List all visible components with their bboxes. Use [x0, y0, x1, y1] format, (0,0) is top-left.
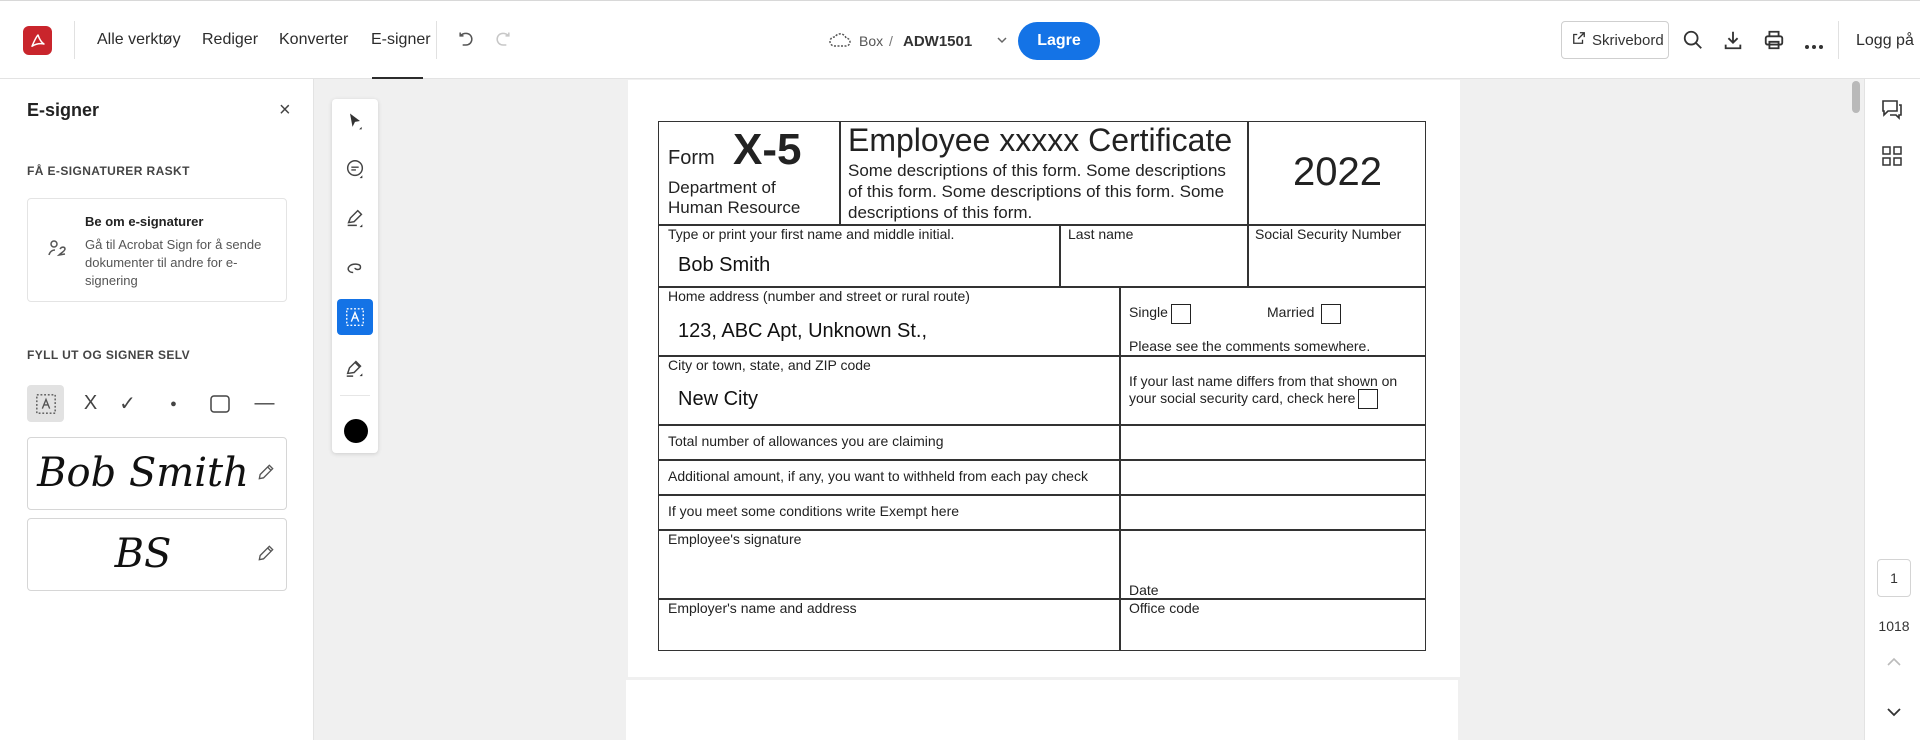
department-line2: Human Resource	[668, 198, 801, 217]
form-divider	[659, 494, 1425, 496]
open-desktop-label: Skrivebord	[1592, 31, 1664, 49]
request-title: Be om e-signaturer	[85, 214, 204, 229]
breadcrumb-separator: /	[889, 33, 893, 49]
pencil-icon[interactable]	[256, 462, 276, 487]
form-description-line3: descriptions of this form.	[848, 203, 1033, 222]
color-picker-swatch[interactable]	[344, 419, 368, 443]
form-divider	[1247, 122, 1249, 224]
city-field[interactable]: New City	[678, 388, 759, 410]
form-word: Form	[668, 147, 715, 169]
scrollbar-thumb[interactable]	[1852, 81, 1860, 113]
acrobat-logo-icon[interactable]	[23, 26, 52, 55]
form-divider	[1247, 224, 1249, 286]
section-label-fast: FÅ E-SIGNATURER RASKT	[27, 164, 190, 178]
menu-edit[interactable]: Rediger	[202, 31, 259, 48]
initials-card[interactable]	[27, 518, 287, 591]
additional-amount-label: Additional amount, if any, you want to withheld from each pay check	[668, 468, 1088, 484]
menu-convert[interactable]: Konverter	[279, 31, 349, 48]
single-checkbox[interactable]	[1171, 304, 1191, 324]
undo-icon[interactable]	[455, 30, 477, 55]
date-label: Date	[1129, 582, 1159, 598]
married-label: Married	[1267, 304, 1315, 320]
right-rail	[1864, 79, 1920, 740]
pencil-icon[interactable]	[256, 543, 276, 568]
freehand-draw-icon[interactable]	[337, 249, 373, 285]
save-button[interactable]: Lagre	[1018, 22, 1100, 60]
signature-text: Bob Smith	[37, 450, 249, 496]
top-toolbar	[0, 0, 1920, 79]
breadcrumb-location[interactable]: Box	[859, 33, 884, 49]
employee-signature-label: Employee's signature	[668, 531, 802, 547]
employer-label: Employer's name and address	[668, 600, 857, 616]
ssn-label: Social Security Number	[1255, 226, 1402, 242]
page-total: 1018	[1878, 618, 1910, 634]
chevron-down-icon[interactable]	[1886, 705, 1902, 723]
request-esignatures-card[interactable]	[27, 198, 287, 302]
menu-all-tools[interactable]: Alle verktøy	[97, 31, 181, 48]
highlighter-icon[interactable]	[337, 200, 373, 236]
divider	[1838, 21, 1839, 59]
initials-text: BS	[114, 531, 172, 577]
department-line1: Department of	[668, 178, 776, 197]
panel-title: E-signer	[27, 100, 100, 120]
form-description-line1: Some descriptions of this form. Some descriptions	[848, 161, 1226, 180]
request-signature-icon	[46, 237, 70, 266]
form-title: Employee xxxxx Certificate	[848, 122, 1233, 158]
divider	[74, 21, 75, 59]
married-checkbox[interactable]	[1321, 304, 1341, 324]
home-address-field[interactable]: 123, ABC Apt, Unknown St.,	[678, 320, 928, 342]
last-name-diff-line1: If your last name differs from that shown on	[1129, 373, 1398, 389]
first-name-label: Type or print your first name and middle initial.	[668, 226, 955, 242]
single-label: Single	[1129, 304, 1168, 320]
form-x5	[658, 121, 1426, 651]
open-desktop-button[interactable]	[1561, 21, 1669, 59]
search-icon[interactable]	[1682, 29, 1704, 56]
file-name[interactable]: ADW1501	[903, 33, 973, 50]
signature-card[interactable]	[27, 437, 287, 510]
toolstrip-divider	[340, 395, 370, 396]
checkmark-tool[interactable]: ✓	[119, 393, 136, 415]
dot-tool[interactable]: ●	[170, 397, 177, 410]
form-divider	[1059, 224, 1061, 286]
external-link-icon	[1572, 31, 1586, 49]
comments-panel-icon[interactable]	[1880, 97, 1904, 126]
rectangle-tool[interactable]	[201, 385, 238, 422]
annotation-toolstrip	[332, 99, 378, 453]
form-id: X-5	[733, 125, 802, 174]
chevron-down-icon[interactable]	[996, 33, 1008, 51]
exempt-label: If you meet some conditions write Exempt here	[668, 503, 960, 519]
form-divider	[1119, 286, 1121, 650]
add-text-icon[interactable]	[337, 299, 373, 335]
close-icon[interactable]: ×	[279, 99, 291, 121]
document-page-next	[626, 680, 1458, 740]
request-description: Gå til Acrobat Sign for å sende dokumenter til andre for e-signering	[85, 237, 262, 288]
form-divider	[659, 459, 1425, 461]
select-cursor-icon[interactable]	[337, 103, 373, 139]
city-label: City or town, state, and ZIP code	[668, 357, 871, 373]
download-icon[interactable]	[1722, 29, 1744, 56]
form-divider	[839, 122, 841, 224]
divider	[436, 21, 437, 59]
more-options-icon[interactable]	[1804, 37, 1824, 55]
allowances-label: Total number of allowances you are claiming	[668, 433, 944, 449]
last-name-diff-line2: your social security card, check here	[1129, 390, 1356, 406]
vertical-scrollbar[interactable]	[1840, 79, 1864, 740]
menu-esign[interactable]: E-signer	[371, 31, 431, 48]
comment-icon[interactable]	[337, 151, 373, 187]
first-name-field[interactable]: Bob Smith	[678, 254, 771, 276]
form-description-line2: of this form. Some descriptions of this form. Some	[848, 182, 1225, 201]
comments-note: Please see the comments somewhere.	[1129, 338, 1371, 354]
last-name-diff-checkbox[interactable]	[1358, 389, 1378, 409]
last-name-label: Last name	[1068, 226, 1134, 242]
grid-view-icon[interactable]	[1882, 146, 1902, 171]
esign-panel	[0, 79, 314, 740]
form-year: 2022	[1293, 150, 1382, 194]
login-link[interactable]: Logg på	[1856, 32, 1914, 49]
current-page-input[interactable]: 1	[1877, 559, 1911, 597]
line-tool[interactable]: —	[254, 392, 275, 414]
section-label-self: FYLL UT OG SIGNER SELV	[27, 348, 191, 362]
home-address-label: Home address (number and street or rural route)	[668, 288, 970, 304]
cross-mark-tool[interactable]: X	[83, 392, 98, 414]
redo-icon[interactable]	[492, 30, 514, 55]
office-code-label: Office code	[1129, 600, 1200, 616]
sign-pen-icon[interactable]	[337, 349, 373, 385]
chevron-up-icon[interactable]	[1886, 655, 1902, 673]
add-text-tool[interactable]	[27, 385, 64, 422]
cloud-icon	[828, 31, 852, 54]
print-icon[interactable]	[1763, 29, 1785, 56]
form-divider	[659, 424, 1425, 426]
